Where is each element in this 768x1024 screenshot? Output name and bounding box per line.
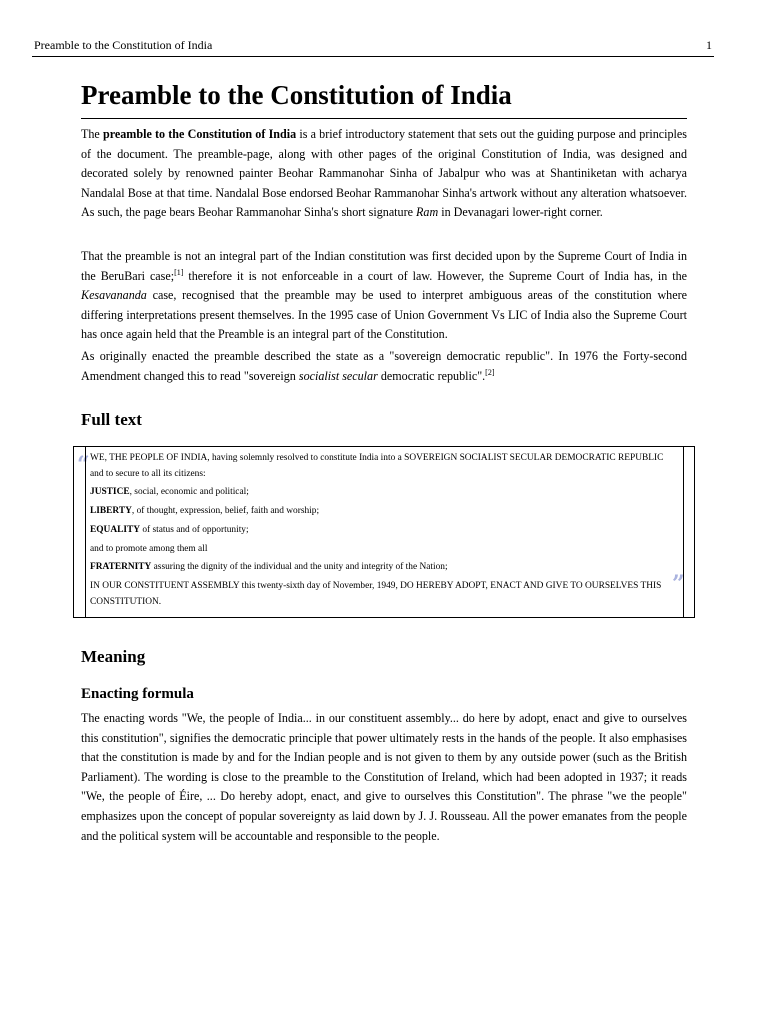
open-quote-icon: “	[77, 452, 90, 478]
running-title: Preamble to the Constitution of India	[34, 38, 213, 52]
text-run: in Devanagari lower-right corner.	[438, 205, 603, 220]
preamble-equality	[90, 523, 674, 539]
section-heading-full-text: Full text	[81, 410, 142, 429]
running-header	[34, 38, 712, 52]
text-run: , social, economic and political;	[129, 487, 249, 498]
italic-term: Kesavananda	[81, 288, 147, 303]
page-number: 1	[706, 38, 712, 52]
text-run: case, recognised that the preamble may be used to interpret ambiguous areas of the constitution where differing interpretations present themselves. In the 1995 case of Union Government Vs LIC of India also the Supreme Court has once again held that the Preamble is an integral part of the Constitution.	[81, 288, 687, 342]
section-heading-meaning: Meaning	[81, 647, 146, 666]
preamble-liberty	[90, 504, 674, 520]
text-run: As originally enacted the preamble described the state as a "sovereign democratic republic". In 1976 the Forty-second Amendment changed this to read "sovereign	[81, 349, 687, 383]
text-run: of status and of opportunity;	[140, 524, 249, 535]
text-run: democratic republic".	[377, 368, 486, 383]
italic-term: socialist secular	[298, 368, 378, 383]
bold-term: EQUALITY	[90, 524, 141, 535]
preamble-justice	[90, 485, 674, 501]
enacting-formula-paragraph: The enacting words "We, the people of India... in our constituent assembly... do here by adopt, enact and give to ourselves this constitution", signifies the democratic principle that power ultimately rests in the hands of the people. It also emphasises that the constitution is made by and for the Indian people and is not given to them by any outside power (such as the British Parliament). The wording is close to the preamble to the Constitution of Ireland, which had been adopted in 1937; it reads "We, the people of Éire, ... Do hereby adopt, enact, and give to ourselves this Constitution". The phrase "we the people" emphasizes upon the concept of popular sovereignty as laid down by J. J. Rousseau. All the power emanates from the people and the political system will be accountable and responsible to the people.	[81, 711, 687, 843]
text-run: , of thought, expression, belief, faith and worship;	[131, 506, 320, 517]
text-run: is a brief introductory statement that sets out the guiding purpose and principles of the document. The preamble-page, along with other pages of the original Constitution of India, was designed and decorated solely by renowned painter Beohar Rammanohar Sinha of Jabalpur who was at Shantiniketan with acharya Nandalal Bose at that time. Nandalal Bose endorsed Beohar Rammanohar Sinha's artwork without any alteration whatsoever. As such, the page bears Beohar Rammanohar Sinha's short signature	[81, 127, 687, 220]
preamble-opening: WE, THE PEOPLE OF INDIA, having solemnly resolved to constitute India into a SOVEREIGN SOCIALIST SECULAR DEMOCRATIC REPUBLIC and to secure to all its citizens:	[90, 453, 664, 479]
header-rule	[32, 56, 714, 57]
preamble-promote: and to promote among them all	[90, 543, 208, 554]
bold-term: LIBERTY	[90, 506, 132, 517]
bold-term: JUSTICE	[90, 487, 130, 498]
preamble-quote-box	[73, 446, 695, 618]
subsection-heading-enacting-formula: Enacting formula	[81, 686, 194, 702]
intro-paragraph-3	[81, 347, 687, 386]
title-rule	[81, 118, 687, 119]
quote-content	[85, 447, 684, 617]
citation-link[interactable]: [2]	[485, 367, 495, 377]
close-quote-icon: ”	[672, 571, 685, 597]
preamble-fraternity	[90, 560, 674, 576]
text-run: assuring the dignity of the individual and the unity and integrity of the Nation;	[151, 562, 448, 573]
bold-term: preamble to the Constitution of India	[103, 127, 297, 141]
bold-term: FRATERNITY	[90, 562, 152, 573]
text-run: therefore it is not enforceable in a court of law. However, the Supreme Court of India has, in the	[183, 268, 687, 283]
quote-lines	[90, 451, 674, 614]
text-run: That the preamble is not an integral part of the Indian constitution was first decided upon by the Supreme Court of India in the BeruBari case;	[81, 249, 687, 283]
page-title: Preamble to the Constitution of India	[81, 80, 512, 110]
intro-paragraph-2	[81, 247, 687, 345]
italic-term: Ram	[416, 205, 439, 220]
text-run: The	[81, 127, 103, 141]
citation-link[interactable]: [1]	[174, 267, 184, 277]
intro-paragraph-1	[81, 125, 687, 223]
preamble-closing: IN OUR CONSTITUENT ASSEMBLY this twenty-sixth day of November, 1949, DO HEREBY ADOPT, ENACT AND GIVE TO OURSELVES THIS CONSTITUTION.	[90, 581, 662, 607]
